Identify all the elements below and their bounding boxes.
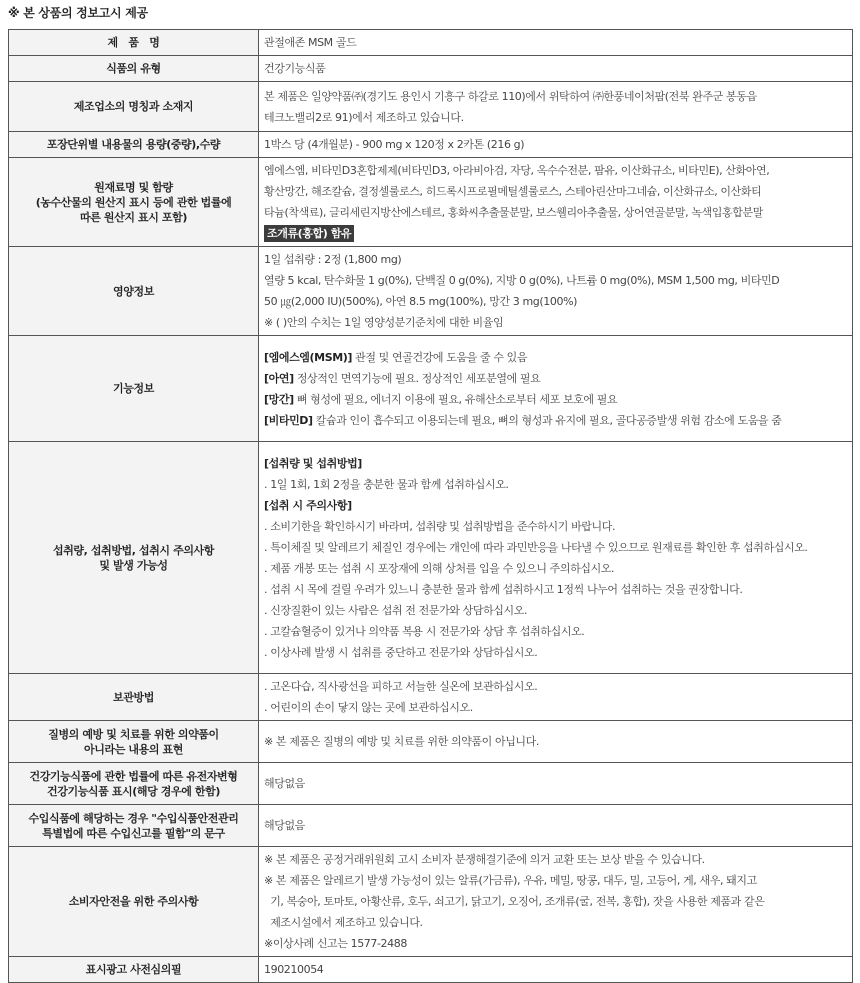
table-row bbox=[9, 674, 853, 721]
intake-caution-title: [섭취 시 주의사항] bbox=[264, 498, 352, 512]
function-tag: [엠에스엠(MSM)] bbox=[264, 350, 353, 364]
allergen-line bbox=[264, 223, 847, 244]
ingredients-line: 타늄(착색료), 글리세린지방산에스테르, 홍화씨추출물분말, 보스웰리아추출물, 상어연골분말, 녹색입홍합분말 bbox=[264, 206, 763, 219]
intake-label-text: 섭취량, 섭취방법, 섭취시 주의사항 및 발생 가능성 bbox=[52, 543, 214, 572]
function-text: 정상적인 면역기능에 필요. 정상적인 세포분열에 필요 bbox=[293, 371, 541, 385]
nutrition-note: ※ ( )안의 수치는 1일 영양성분기준치에 대한 비율임 bbox=[264, 316, 504, 329]
import-label-text: 수입식품에 해당하는 경우 "수입식품안전관리 특별법에 따른 수입신고를 필함"의 문구 bbox=[28, 811, 239, 840]
intake-caution: . 고칼슘혈증이 있거나 의약품 복용 시 전문가와 상담 후 섭취하십시오. bbox=[264, 624, 585, 638]
consumer-line: ※ 본 제품은 공정거래위원회 고시 소비자 분쟁해결기준에 의거 교환 또는 보상 받을 수 있습니다. bbox=[264, 853, 705, 866]
intake-method-title: [섭취량 및 섭취방법] bbox=[264, 456, 362, 470]
manufacturer-line: 본 제품은 일양약품㈜(경기도 용인시 기흥구 하갈로 110)에서 위탁하여 ㈜한풍네이처팜(전북 완주군 봉동읍 bbox=[264, 89, 757, 103]
function-text: 관절 및 연골건강에 도움을 줄 수 있음 bbox=[352, 350, 528, 364]
function-item bbox=[264, 389, 847, 410]
table-row bbox=[9, 442, 853, 674]
row-label-storage: 보관방법 bbox=[9, 674, 259, 721]
manufacturer-value bbox=[259, 82, 853, 132]
not-medicine-value: ※ 본 제품은 질병의 예방 및 치료를 위한 의약품이 아닙니다. bbox=[259, 721, 853, 763]
storage-value bbox=[259, 674, 853, 721]
intake-caution: . 소비기한을 확인하시기 바라며, 섭취량 및 섭취방법을 준수하시기 바랍니다. bbox=[264, 519, 616, 533]
table-row bbox=[9, 957, 853, 983]
consumer-value bbox=[259, 847, 853, 957]
function-value bbox=[259, 336, 853, 442]
storage-line: . 어린이의 손이 닿지 않는 곳에 보관하십시오. bbox=[264, 701, 473, 714]
nutrition-line: 1일 섭취량 : 2정 (1,800 mg) bbox=[264, 253, 402, 266]
table-row bbox=[9, 56, 853, 82]
table-row bbox=[9, 336, 853, 442]
function-text: 칼슘과 인이 흡수되고 이용되는데 필요, 뼈의 형성과 유지에 필요, 골다공증발생 위험 감소에 도움을 줌 bbox=[312, 413, 782, 427]
import-value: 해당없음 bbox=[259, 805, 853, 847]
function-tag: [망간] bbox=[264, 392, 294, 406]
ingredients-value bbox=[259, 158, 853, 247]
function-item bbox=[264, 368, 847, 389]
consumer-line: ※ 본 제품은 알레르기 발생 가능성이 있는 알류(가금류), 우유, 메밀, 땅콩, 대두, 밀, 고등어, 게, 새우, 돼지고 bbox=[264, 874, 757, 887]
gmo-value: 해당없음 bbox=[259, 763, 853, 805]
ingredients-line: 엠에스엠, 비타민D3혼합제제(비타민D3, 아라비아검, 자당, 옥수수전분, 팜유, 이산화규소, 비타민E), 산화아연, bbox=[264, 164, 770, 177]
ad-review-value: 190210054 bbox=[259, 957, 853, 983]
table-row bbox=[9, 82, 853, 132]
product-name-value: 관절애존 MSM 골드 bbox=[259, 30, 853, 56]
table-row bbox=[9, 847, 853, 957]
table-row bbox=[9, 30, 853, 56]
row-label-import bbox=[9, 805, 259, 847]
gmo-label-text: 건강기능식품에 관한 법률에 따른 유전자변형 건강기능식품 표시(해당 경우에 한함) bbox=[29, 769, 238, 798]
intake-caution: . 특이체질 및 알레르기 체질인 경우에는 개인에 따라 과민반응을 나타낼 수 있으므로 원재료를 확인한 후 섭취하십시오. bbox=[264, 540, 808, 554]
consumer-line: 기, 복숭아, 토마토, 아황산류, 호두, 쇠고기, 닭고기, 오징어, 조개류(굴, 전복, 홍합), 잣을 사용한 제품과 같은 bbox=[264, 895, 765, 908]
nutrition-line: 열량 5 kcal, 탄수화물 1 g(0%), 단백질 0 g(0%), 지방 0 g(0%), 나트륨 0 mg(0%), MSM 1,500 mg, 비타민D bbox=[264, 274, 780, 287]
row-label-food-type: 식품의 유형 bbox=[9, 56, 259, 82]
row-label-function: 기능정보 bbox=[9, 336, 259, 442]
row-label-consumer: 소비자안전을 위한 주의사항 bbox=[9, 847, 259, 957]
row-label-intake bbox=[9, 442, 259, 674]
consumer-line: 제조시설에서 제조하고 있습니다. bbox=[264, 916, 423, 929]
nutrition-line: 50 ㎍(2,000 IU)(500%), 아연 8.5 mg(100%), 망간 3 mg(100%) bbox=[264, 295, 578, 308]
storage-line: . 고온다습, 직사광선을 피하고 서늘한 실온에 보관하십시오. bbox=[264, 680, 538, 693]
function-tag: [비타민D] bbox=[264, 413, 313, 427]
row-label-nutrition: 영양정보 bbox=[9, 247, 259, 336]
manufacturer-line: 테크노밸리2로 91)에서 제조하고 있습니다. bbox=[264, 110, 464, 124]
intake-caution: . 신장질환이 있는 사람은 섭취 전 전문가와 상담하십시오. bbox=[264, 603, 528, 617]
allergen-highlight: 조개류(홍합) 함유 bbox=[264, 225, 354, 242]
row-label-package: 포장단위별 내용물의 용량(중량),수량 bbox=[9, 132, 259, 158]
table-row bbox=[9, 158, 853, 247]
table-row bbox=[9, 721, 853, 763]
row-label-product-name: 제 품 명 bbox=[9, 30, 259, 56]
row-label-ad-review: 표시광고 사전심의필 bbox=[9, 957, 259, 983]
function-item bbox=[264, 347, 847, 368]
section-heading: ※ 본 상품의 정보고시 제공 bbox=[8, 6, 148, 20]
function-tag: [아연] bbox=[264, 371, 294, 385]
table-row bbox=[9, 805, 853, 847]
table-row bbox=[9, 763, 853, 805]
row-label-manufacturer: 제조업소의 명칭과 소재지 bbox=[9, 82, 259, 132]
row-label-gmo bbox=[9, 763, 259, 805]
product-info-table bbox=[8, 29, 853, 983]
function-text: 뼈 형성에 필요, 에너지 이용에 필요, 유해산소로부터 세포 보호에 필요 bbox=[293, 392, 618, 406]
intake-method-line: . 1일 1회, 1회 2정을 충분한 물과 함께 섭취하십시오. bbox=[264, 477, 509, 491]
row-label-ingredients bbox=[9, 158, 259, 247]
food-type-value: 건강기능식품 bbox=[259, 56, 853, 82]
intake-caution: . 제품 개봉 또는 섭취 시 포장재에 의해 상처를 입을 수 있으니 주의하십시오. bbox=[264, 561, 615, 575]
function-item bbox=[264, 410, 847, 431]
package-value: 1박스 당 (4개월분) - 900 mg x 120정 x 2카톤 (216 g) bbox=[259, 132, 853, 158]
intake-value bbox=[259, 442, 853, 674]
ingredients-label-line: 원재료명 및 함량 (농수산물의 원산지 표시 등에 관한 법률에 따른 원산지 표시 포함) bbox=[35, 180, 232, 224]
ingredients-line: 황산망간, 해조칼슘, 결정셀룰로스, 히드록시프로필메틸셀룰로스, 스테아린산마그네슘, 이산화규소, 이산화티 bbox=[264, 185, 762, 198]
intake-caution: . 이상사례 발생 시 섭취를 중단하고 전문가와 상담하십시오. bbox=[264, 645, 538, 659]
table-row bbox=[9, 132, 853, 158]
table-row bbox=[9, 247, 853, 336]
consumer-line: ※이상사례 신고는 1577-2488 bbox=[264, 937, 407, 950]
not-medicine-label-text: 질병의 예방 및 치료를 위한 의약품이 아니라는 내용의 표현 bbox=[48, 727, 219, 756]
nutrition-value bbox=[259, 247, 853, 336]
intake-caution: . 섭취 시 목에 걸릴 우려가 있느니 충분한 물과 함께 섭취하시고 1정씩 나누어 섭취하는 것을 권장합니다. bbox=[264, 582, 743, 596]
row-label-not-medicine bbox=[9, 721, 259, 763]
